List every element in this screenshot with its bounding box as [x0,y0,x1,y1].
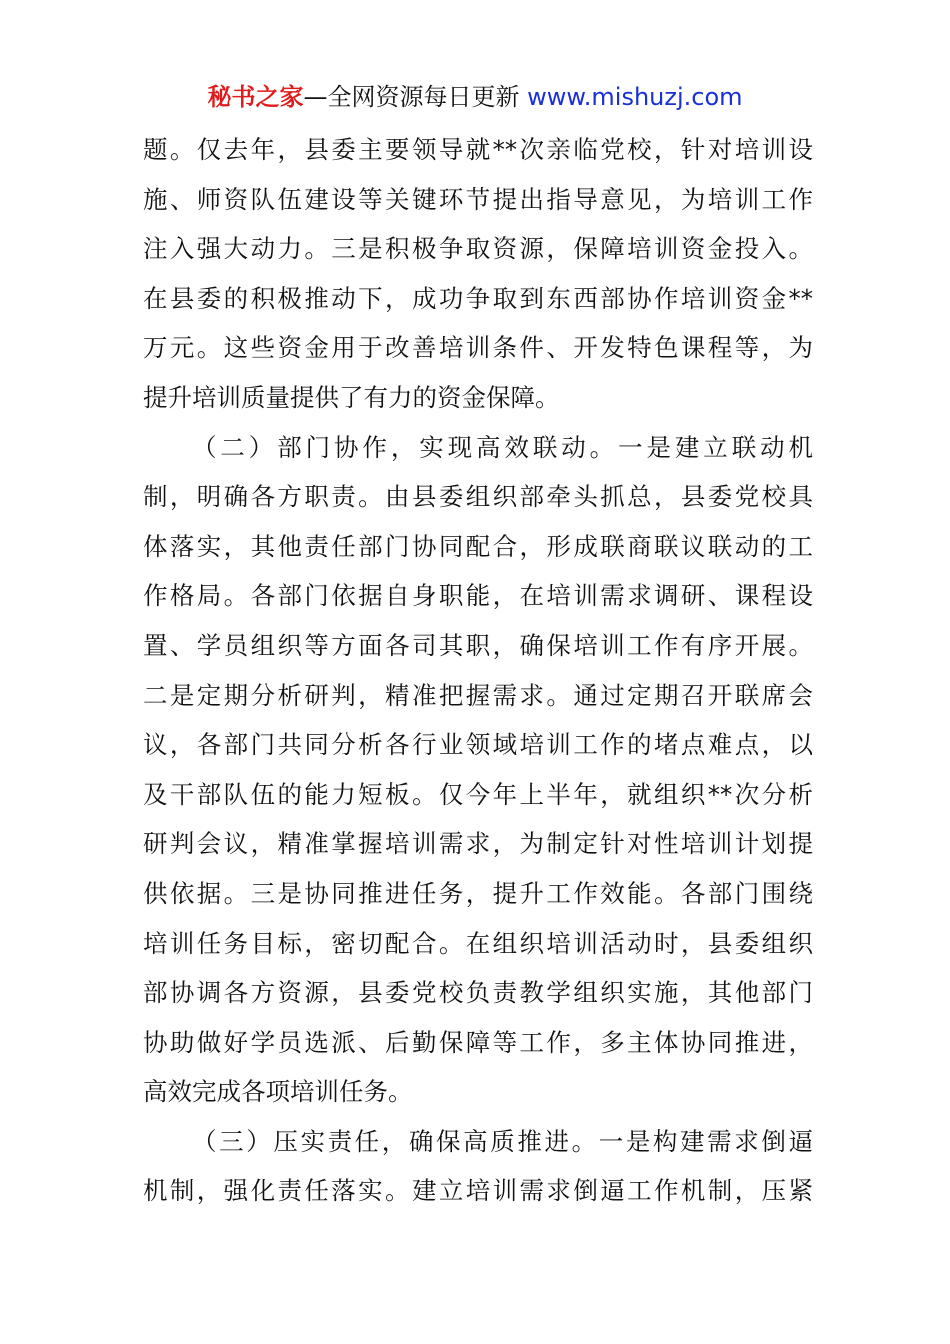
text-line: 体落实，其他责任部门协同配合，形成联商联议联动的工 [143,531,813,561]
paragraph-first-line: （二）部门协作，实现高效联动。一是建立联动机 [192,432,813,462]
document-body [143,125,813,1216]
site-brand: 秘书之家 [207,83,304,111]
text-line: 高效完成各项培训任务。 [143,1077,413,1107]
text-line: 部协调各方资源，县委党校负责教学组织实施，其他部门 [143,978,813,1008]
site-header [0,80,950,114]
text-line: 题。仅去年，县委主要领导就**次亲临党校，针对培训设 [143,135,813,164]
text-line: 万元。这些资金用于改善培训条件、开发特色课程等，为 [143,333,813,363]
text-line: 注入强大动力。三是积极争取资源，保障培训资金投入。 [143,234,813,264]
paragraph-first-line: （三）压实责任，确保高质推进。一是构建需求倒逼 [192,1126,813,1156]
site-tagline: —全网资源每日更新 [303,83,528,111]
text-line: 置、学员组织等方面各司其职，确保培训工作有序开展。 [143,630,813,660]
text-line: 培训任务目标，密切配合。在组织培训活动时，县委组织 [143,928,813,958]
text-line: 机制，强化责任落实。建立培训需求倒逼工作机制，压紧 [143,1176,813,1206]
text-line: 作格局。各部门依据自身职能，在培训需求调研、课程设 [143,581,813,611]
text-line: 协助做好学员选派、后勤保障等工作，多主体协同推进， [143,1027,813,1057]
text-line: 研判会议，精准掌握培训需求，为制定针对性培训计划提 [143,829,813,859]
text-line: 提升培训质量提供了有力的资金保障。 [143,382,560,412]
site-url-link[interactable]: www.mishuzj.com [527,83,743,111]
text-line: 在县委的积极推动下，成功争取到东西部协作培训资金** [143,283,813,313]
text-line: 二是定期分析研判，精准把握需求。通过定期召开联席会 [143,680,813,710]
text-line: 施、师资队伍建设等关键环节提出指导意见，为培训工作 [143,184,813,214]
text-line: 供依据。三是协同推进任务，提升工作效能。各部门围绕 [143,878,813,908]
text-line: 制，明确各方职责。由县委组织部牵头抓总，县委党校具 [143,482,813,512]
text-line: 议，各部门共同分析各行业领域培训工作的堵点难点，以 [143,730,813,760]
text-line: 及干部队伍的能力短板。仅今年上半年，就组织**次分析 [143,779,813,809]
